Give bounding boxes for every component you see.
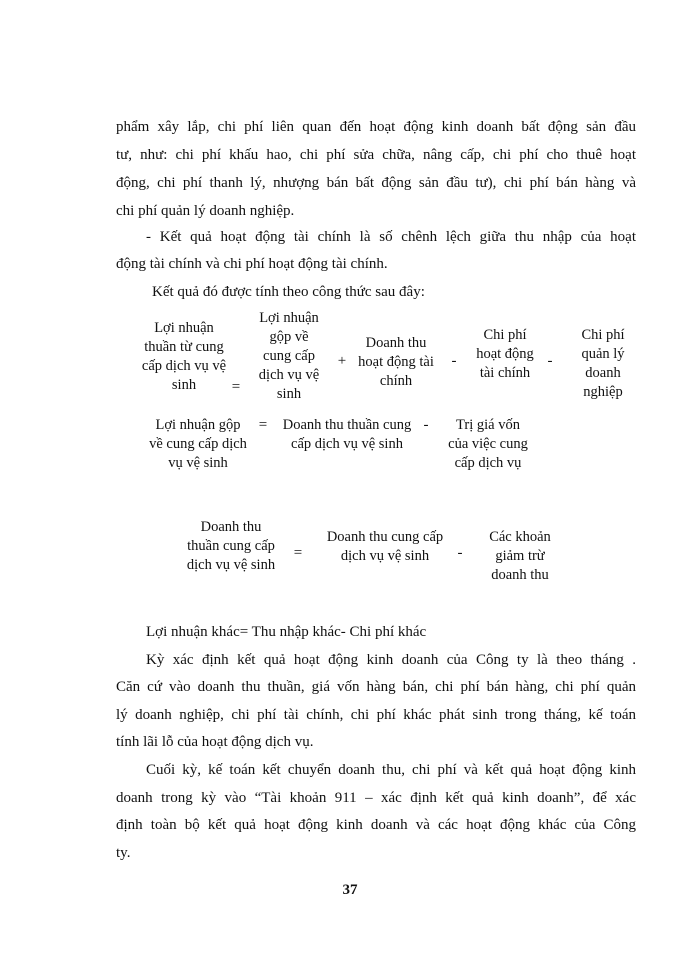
formula2-term-cost-of-service: Trị giá vốn của việc cung cấp dịch vụ [448,417,528,471]
formula2-term-net-revenue: Doanh thu thuần cung cấp dịch vụ vệ sinh [282,417,412,452]
paragraph-4-line-3: định toàn bộ kết quả hoạt động kinh doanh và các hoạt động khác của Công [116,817,636,833]
formula1-equals: = [231,379,241,395]
paragraph-1-line-2: tư, như: chi phí khấu hao, chi phí sửa chữa, nâng cấp, chi phí cho thuê hoạt [116,147,636,163]
formula2-equals: = [258,417,268,433]
formula2-lhs: Lợi nhuận gộp về cung cấp dịch vụ vệ sinh [149,417,247,471]
formula3-term-revenue: Doanh thu cung cấp dịch vụ vệ sinh [326,529,444,564]
paragraph-2-line-1: - Kết quả hoạt động tài chính là số chênh lệch giữa thu nhập của hoạt [146,229,636,245]
formula3-minus: - [457,545,463,561]
formula-intro: Kết quả đó được tính theo công thức sau đây: [152,284,425,300]
formula1-term-gross-profit: Lợi nhuận gộp về cung cấp dịch vụ vệ sinh [258,310,320,402]
formula1-plus: + [337,353,347,369]
paragraph-4-line-2: doanh trong kỳ vào “Tài khoản 911 – xác định kết quả kinh doanh”, để xác [116,790,636,806]
paragraph-3-line-2: Căn cứ vào doanh thu thuần, giá vốn hàng bán, chi phí bán hàng, chi phí quản [116,679,636,695]
other-profit-formula: Lợi nhuận khác= Thu nhập khác- Chi phí khác [146,624,427,640]
formula1-lhs: Lợi nhuận thuần từ cung cấp dịch vụ vệ sinh [141,320,227,393]
formula1-term-admin-cost: Chi phí quản lý doanh nghiệp [581,327,625,400]
paragraph-4-line-1: Cuối kỳ, kế toán kết chuyển doanh thu, chi phí và kết quả hoạt động kinh [146,762,636,778]
paragraph-3-line-4: tính lãi lỗ của hoạt động dịch vụ. [116,734,314,750]
paragraph-2-line-2: động tài chính và chi phí hoạt động tài chính. [116,256,388,272]
page-number: 37 [342,882,358,898]
formula3-term-deductions: Các khoản giảm trừ doanh thu [489,529,551,583]
formula3-lhs: Doanh thu thuần cung cấp dịch vụ vệ sinh [186,519,276,573]
paragraph-1-line-4: chi phí quản lý doanh nghiệp. [116,203,295,219]
paragraph-1-line-3: động, chi phí thanh lý, nhượng bán bất động sản đầu tư), chi phí bán hàng và [116,175,636,191]
paragraph-4-line-4: ty. [116,845,131,861]
paragraph-3-line-1: Kỳ xác định kết quả hoạt động kinh doanh của Công ty là theo tháng . [146,652,636,668]
formula1-minus-2: - [547,353,553,369]
formula1-term-financial-revenue: Doanh thu hoạt động tài chính [358,335,434,389]
paragraph-3-line-3: lý doanh nghiệp, chi phí tài chính, chi phí khác phát sinh trong tháng, kế toán [116,707,636,723]
formula3-equals: = [293,545,303,561]
formula1-minus-1: - [451,353,457,369]
formula1-term-financial-cost: Chi phí hoạt động tài chính [476,327,534,381]
paragraph-1-line-1: phẩm xây lắp, chi phí liên quan đến hoạt động kinh doanh bất động sản đầu [116,119,636,135]
formula2-minus: - [423,417,429,433]
